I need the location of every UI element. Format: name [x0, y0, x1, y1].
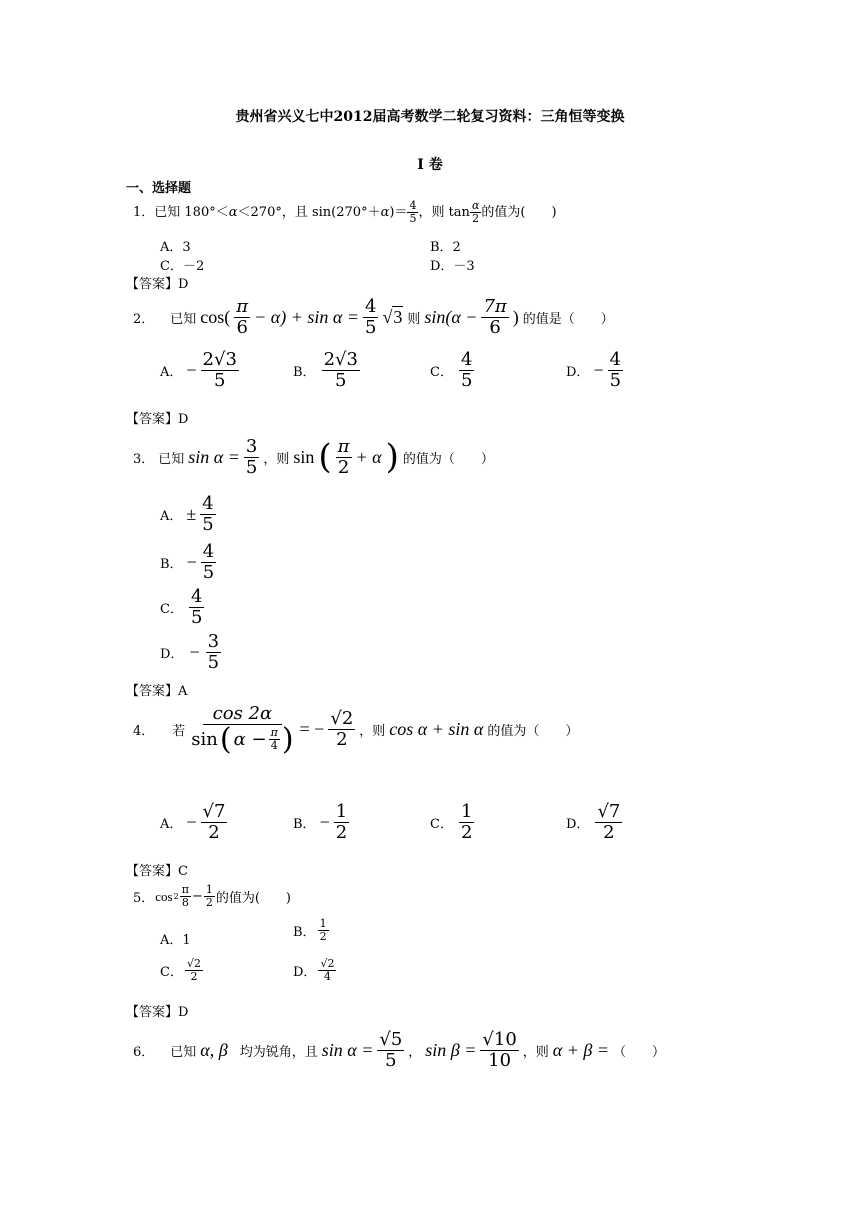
option-fraction [185, 958, 203, 983]
option-fraction [200, 494, 215, 535]
q1-text-b: ＜270°，且 sin(270° [237, 205, 368, 221]
q2-option-c [430, 350, 474, 391]
q3-plus-alpha: + α [355, 446, 382, 467]
q2-sin: sin(α − [424, 306, 478, 327]
option-num: 2√3 [323, 349, 358, 370]
q3-num3: 3 [245, 436, 258, 457]
option-sign: − [593, 359, 604, 380]
question-3 [133, 437, 494, 478]
q2-lead: 已知 [170, 311, 197, 327]
option-label: B． [293, 925, 316, 941]
q4-option-b [293, 802, 349, 843]
option-sign: − [186, 551, 197, 572]
option-num: 4 [609, 349, 622, 370]
q1-text-a: 已知 180° [154, 205, 216, 221]
q4-expr: cos α + sin α [389, 718, 484, 739]
q3-two: 2 [337, 456, 350, 478]
q6-d2: 10 [488, 1049, 512, 1071]
option-fraction [608, 350, 623, 391]
question-2 [133, 297, 614, 338]
q2-six2: 6 [489, 316, 501, 338]
q1-lt: ＜ [215, 205, 229, 221]
q5-two: 2 [205, 896, 213, 910]
q6-acute: 均为锐角，且 [239, 1044, 318, 1060]
option-den: 5 [214, 369, 226, 391]
option-label: D． [566, 364, 590, 380]
option-sign: − [189, 641, 200, 662]
q3-option-d [160, 632, 221, 673]
answer-value: A [178, 684, 188, 699]
q4-option-c [430, 802, 474, 843]
q4-pi4 [269, 727, 280, 752]
q3-lead: 已知 [158, 451, 185, 467]
q3-frac [244, 437, 259, 478]
option-sign: − [319, 811, 330, 832]
q2-seven-pi: 7π [483, 296, 507, 317]
option-den: 5 [335, 369, 347, 391]
answer-prefix: 【答案】 [126, 864, 179, 879]
q6-sum: α + β = [552, 1039, 610, 1060]
right-paren: ) [385, 437, 399, 478]
q1-fraction [407, 200, 418, 225]
option-fraction [595, 802, 622, 843]
q5-option-d [293, 958, 336, 983]
q2-frac-pi6 [234, 297, 250, 338]
q1-frac-num: 4 [409, 199, 417, 212]
right-paren: ) [281, 721, 294, 757]
option-den: 2 [603, 821, 615, 843]
q5-one: 1 [205, 883, 213, 896]
option-num: 2√3 [202, 349, 237, 370]
q4-rhs-den: 2 [336, 728, 348, 750]
q6-n2: √10 [482, 1029, 517, 1050]
option-num: 4 [202, 493, 214, 514]
q1-text-c: )＝ [389, 205, 408, 221]
left-paren: ( [219, 721, 232, 757]
q1-frac2-den: 2 [472, 212, 480, 226]
option-den: 5 [609, 369, 622, 391]
answer-value: C [178, 864, 188, 879]
q2-five: 5 [364, 316, 377, 338]
option-fraction [322, 350, 360, 391]
option-label: D． [566, 816, 590, 832]
q1-option-b: B．2 [430, 240, 461, 255]
q1-alpha: α [228, 205, 238, 221]
section-heading: 一、选择题 [126, 181, 192, 196]
option-num: 1 [335, 801, 348, 822]
option-num: √7 [202, 801, 226, 822]
question-number: 5． [133, 891, 155, 907]
q4-sin: sin [191, 728, 218, 750]
q5-frac-pi8 [180, 884, 191, 909]
option-den: 5 [190, 606, 203, 628]
question-number: 6． [133, 1044, 155, 1060]
left-paren: ( [318, 437, 332, 478]
question-5 [133, 884, 291, 909]
q2-option-a [160, 350, 239, 391]
q1-frac-den: 5 [409, 212, 417, 226]
q2-cos: cos( [200, 306, 231, 327]
question-6 [133, 1030, 665, 1071]
question-4 [133, 704, 578, 755]
question-number: 1． [133, 205, 155, 221]
q2-frac-7pi6 [481, 297, 508, 338]
option-label: C． [430, 364, 453, 380]
option-label: D． [160, 646, 184, 662]
option-num: √2 [186, 957, 201, 970]
question-number: 2． [133, 311, 155, 327]
q3-option-b [160, 542, 216, 583]
option-label: A． [160, 816, 183, 832]
q3-pi: π [337, 436, 350, 457]
document-title: 贵州省兴义七中2012届高考数学二轮复习资料：三角恒等变换 [235, 109, 625, 125]
option-fraction [459, 350, 474, 391]
option-fraction [459, 802, 474, 843]
q5-frac-12 [204, 884, 215, 909]
q1-text-d: ，则 tan [418, 205, 470, 221]
option-den: 2 [319, 930, 327, 944]
q5-cos: cos [155, 888, 173, 904]
option-label: C． [160, 965, 183, 981]
option-num: √2 [320, 957, 335, 970]
q6-sin-b: sin β = [425, 1039, 477, 1060]
q3-tail: 的值为（ ） [402, 451, 494, 467]
option-num: 1 [319, 917, 327, 930]
q1-answer [126, 273, 188, 292]
option-fraction [206, 632, 221, 673]
option-fraction [318, 918, 329, 943]
q3-sin: sin [293, 446, 315, 467]
q4-lead: 若 [172, 723, 186, 739]
q2-three: 3 [393, 306, 403, 327]
option-num: 3 [207, 631, 220, 652]
answer-prefix: 【答案】 [126, 277, 179, 292]
option-num: 1 [460, 801, 473, 822]
q4-answer [126, 860, 188, 879]
q2-close: ) [512, 306, 519, 327]
q4-rhs-num: √2 [330, 708, 354, 730]
volume-heading: I 卷 [417, 157, 443, 173]
option-den: 4 [323, 970, 331, 984]
option-fraction [201, 802, 228, 843]
q1-option-d: D．－3 [430, 259, 475, 274]
q4-then: ，则 [359, 723, 386, 739]
option-label: C． [430, 816, 453, 832]
q3-option-a [160, 494, 216, 535]
answer-value: D [178, 277, 189, 292]
option-label: B． [293, 364, 316, 380]
q4-pi: π [270, 726, 278, 740]
answer-prefix: 【答案】 [126, 684, 179, 699]
q3-sin-a: sin α = [188, 446, 240, 467]
answer-value: D [178, 1005, 189, 1020]
q5-option-a: A．1 [160, 933, 191, 948]
option-den: 5 [202, 513, 214, 535]
q3-option-c [160, 587, 204, 628]
option-sign: ± [186, 503, 197, 524]
question-number: 4． [133, 723, 155, 739]
q2-frac-45 [363, 297, 378, 338]
q3-then: ，则 [263, 451, 290, 467]
q4-tail: 的值为（ ） [487, 723, 579, 739]
option-num: 4 [202, 541, 215, 562]
option-label: A． [160, 508, 183, 524]
q2-then: 则 [407, 311, 421, 327]
option-num: √7 [597, 801, 621, 822]
option-num: 4 [460, 349, 473, 370]
q3-den5: 5 [245, 456, 258, 478]
option-den: 5 [202, 561, 215, 583]
q6-frac-2 [480, 1030, 518, 1071]
q5-minus: − [191, 889, 203, 905]
option-fraction [201, 350, 239, 391]
q6-comma: ， [408, 1044, 422, 1060]
option-num: 4 [190, 586, 203, 607]
q4-option-d [566, 802, 622, 843]
option-den: 2 [208, 821, 220, 843]
q2-tail: 的值是（ ） [522, 311, 614, 327]
option-sign: − [186, 811, 197, 832]
q6-n1: √5 [379, 1029, 403, 1050]
option-sign: − [186, 359, 197, 380]
q2-four: 4 [364, 296, 377, 317]
option-label: B． [293, 816, 316, 832]
q6-then: ，则 [522, 1044, 549, 1060]
q1-text-e: 的值为( ) [481, 205, 557, 221]
q4-main-fraction [189, 704, 295, 755]
answer-prefix: 【答案】 [126, 1005, 179, 1020]
q2-minus-alpha: − α) + sin α = [254, 306, 359, 327]
q6-sin-a: sin α = [321, 1039, 374, 1060]
q4-eq: = − [299, 718, 325, 739]
q1-frac2-num: α [471, 199, 480, 212]
q2-option-b [293, 350, 360, 391]
q5-eight: 8 [181, 896, 189, 910]
option-den: 2 [190, 970, 198, 984]
q5-pi: π [181, 883, 189, 896]
answer-value: D [178, 412, 189, 427]
q1-option-c: C．－2 [160, 259, 205, 274]
q6-tail: （ ） [613, 1044, 666, 1060]
q6-ab: α, β [200, 1039, 228, 1060]
q4-cos2a: cos 2α [203, 704, 282, 725]
q4-option-a [160, 802, 227, 843]
option-fraction [334, 802, 349, 843]
option-den: 5 [207, 651, 220, 673]
q1-option-a: A．3 [160, 240, 191, 255]
q6-frac-1 [377, 1030, 404, 1071]
q2-sqrt3: √3 [382, 306, 403, 327]
q5-sup: 2 [173, 892, 179, 902]
option-label: C． [160, 601, 183, 617]
q4-alpha-minus: α − [233, 728, 267, 750]
question-number: 3． [133, 451, 155, 467]
q6-lead: 已知 [170, 1044, 197, 1060]
q1-plus: ＋ [367, 205, 381, 221]
q1-alpha-2: α [380, 205, 390, 221]
option-label: B． [160, 556, 183, 572]
option-den: 2 [335, 821, 348, 843]
option-den: 5 [460, 369, 473, 391]
q5-tail: 的值为( ) [215, 891, 292, 907]
q5-option-b [293, 918, 329, 943]
q2-answer [126, 408, 188, 427]
option-fraction [201, 542, 216, 583]
q1-fraction-2 [470, 200, 481, 225]
option-label: A． [160, 364, 183, 380]
answer-prefix: 【答案】 [126, 412, 179, 427]
q3-answer [126, 680, 187, 699]
option-fraction [318, 958, 336, 983]
option-den: 2 [460, 821, 473, 843]
q5-option-c [160, 958, 203, 983]
q3-frac-pi2 [336, 437, 352, 478]
question-1 [133, 200, 557, 225]
q4-four: 4 [270, 739, 278, 753]
option-fraction [189, 587, 204, 628]
q2-six: 6 [236, 316, 248, 338]
q5-answer [126, 1001, 188, 1020]
q4-rhs [328, 709, 355, 750]
q2-option-d [566, 350, 623, 391]
option-label: D． [293, 965, 317, 981]
q2-pi: π [236, 296, 249, 317]
q4-denominator [189, 721, 295, 757]
q6-d1: 5 [385, 1049, 397, 1071]
